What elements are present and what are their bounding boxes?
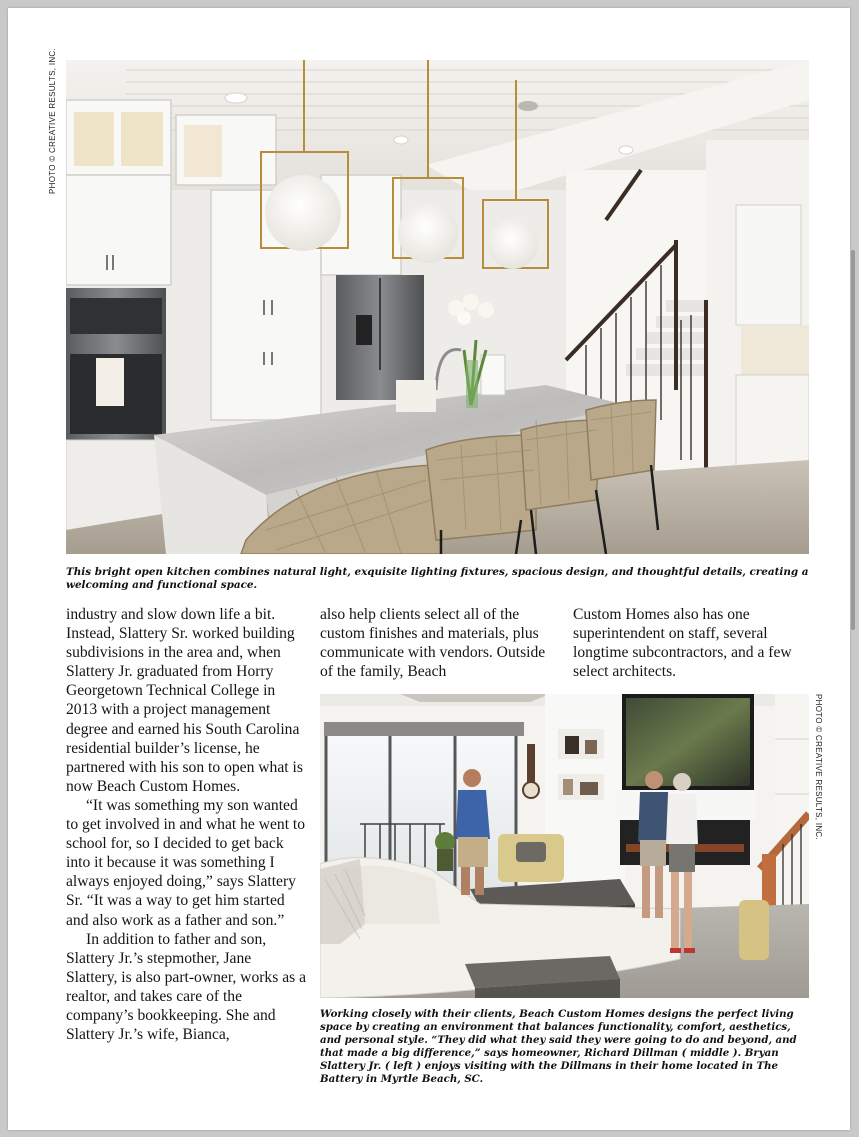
paragraph: industry and slow down life a bit. Instead, Slattery Sr. worked building subdivisions in the area and, when Slattery Jr. graduated from Horry Georgetown Technical College in 2013 with a project management degree and earned his South Carolina residential builder’s license, he partnered with his son to open what is now Beach Custom Homes. [66, 606, 303, 795]
living-room-photo-caption: Working closely with their clients, Beach Custom Homes designs the perfect living space by creating an environment that balances functionality, comfort, aesthetics, and personal style. “They did what they said they were going to do and beyond, and that made a big difference,” says homeowner, Richard Dillman ( middle ). Bryan Slattery Jr. ( left ) enjoys visiting with the Dillmans in their home located in The Battery in Myrtle Beach, SC. [320, 1008, 797, 1085]
paragraph: Custom Homes also has one superintendent on staff, several longtime subcontractors, and a few select architects. [573, 606, 792, 681]
article-column-2 [320, 605, 556, 681]
paragraph: also help clients select all of the custom finishes and materials, plus communicate with vendors. Outside of the family, Beach [320, 606, 546, 681]
magazine-page [8, 8, 850, 1130]
article-column-1 [66, 605, 306, 1044]
kitchen-photo-caption: This bright open kitchen combines natural light, exquisite lighting fixtures, spacious design, and thoughtful details, creating a welcoming and functional space. [66, 566, 809, 591]
photo-credit-top: PHOTO © CREATIVE RESULTS, INC. [48, 47, 57, 194]
paragraph: “It was something my son wanted to get involved in and what he went to school for, so I decided to get back into it because it was something I always enjoyed doing,” says Slattery Sr. “It was a way to get him started and also work as a father and son.” [66, 796, 306, 929]
living-room-photo [320, 694, 809, 998]
kitchen-photo [66, 60, 809, 554]
paragraph: In addition to father and son, Slattery Jr.’s stepmother, Jane Slattery, is also part-owner, works as a realtor, and takes care of the company’s bookkeeping. She and Slattery Jr.’s wife, Bianca, [66, 930, 307, 1044]
scrollbar[interactable] [851, 250, 855, 630]
article-column-3 [573, 605, 809, 681]
photo-credit-bottom: PHOTO © CREATIVE RESULTS, INC. [814, 694, 823, 841]
